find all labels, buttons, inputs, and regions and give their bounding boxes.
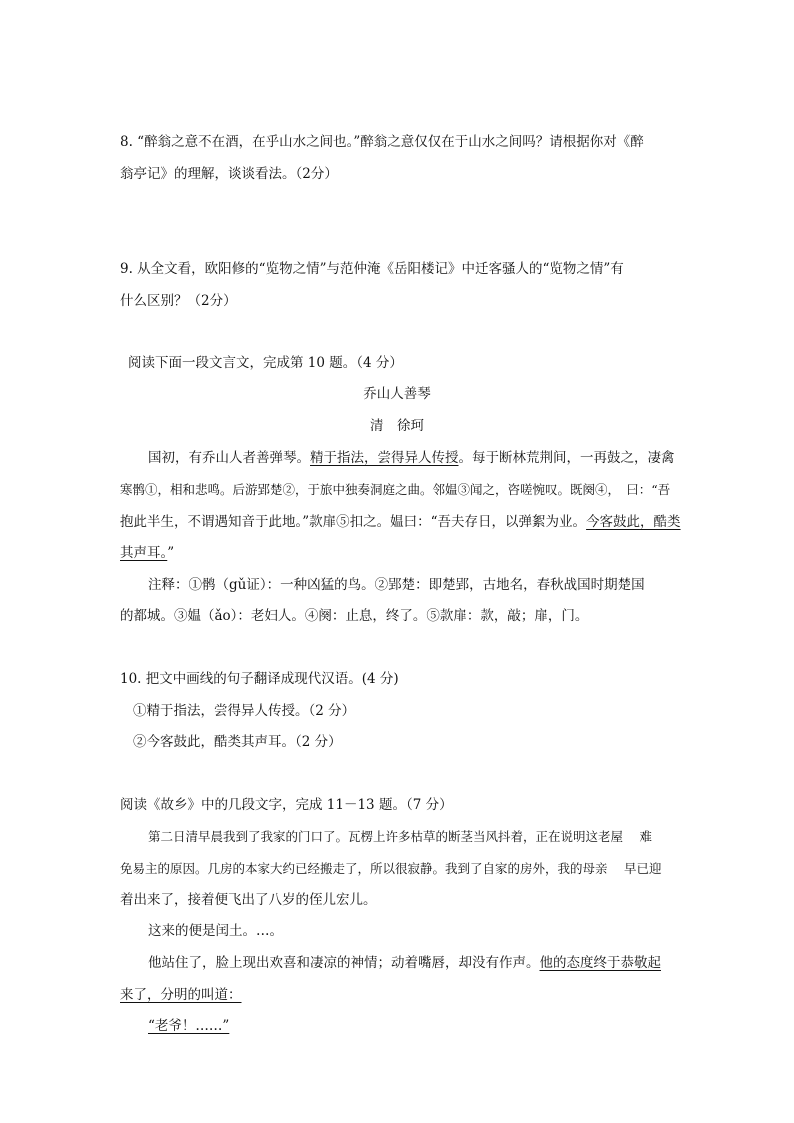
q8-line-1: 8. “醉翁之意不在酒，在乎山水之间也。”醉翁之意仅仅在于山水之间吗？请根据你对《醉 [120,134,644,150]
q10-stem: 10. 把文中画线的句子翻译成现代汉语。(4 分) [120,671,399,687]
q9-line-2: 什么区别？（2分） [120,293,237,309]
passage-line-4 [120,544,174,562]
excerpt-line-5 [148,954,661,972]
annotation-line-2: 的都城。③媪（ǎo）：老妇人。④阕：止息，终了。⑤款扉：款，敲；扉，门。 [120,608,589,624]
passage-text: 抱此半生，不谓遇知音于此地。”款扉⑤扣之。媪曰：“吾夫存日，以弹絮为业。 [120,514,587,530]
underlined-sentence-1: 精于指法，尝得异人传授 [310,450,459,466]
excerpt-line-1: 第二日清早晨我到了我家的门口了。瓦楞上许多枯草的断茎当风抖着，正在说明这老屋 难 [148,829,652,844]
excerpt-line-2: 免易主的原因。几房的本家大约已经搬走了，所以很寂静。我到了自家的房外，我的母亲 早已迎 [120,861,662,876]
underlined-sentence-2-start: 今客鼓此，酷类 [586,514,681,530]
passage-line-3 [120,513,681,531]
excerpt-line-6 [120,986,242,1004]
q10-item-2: ②今客鼓此，酷类其声耳。（2 分） [133,734,342,750]
underlined-sentence-2-end: 其声耳。 [120,545,168,561]
q9-line-1: 9. 从全文看，欧阳修的“览物之情”与范仲淹《岳阳楼记》中迁客骚人的“览物之情”有 [120,261,624,277]
q10-item-1: ①精于指法，尝得异人传授。（2 分） [133,703,356,719]
excerpt-line-4: 这来的便是闰土。…。 [148,923,283,939]
passage-line-2: 寒鹘①，相和悲鸣。后游郢楚②，于旅中独奏洞庭之曲。邻媪③闻之，咨嗟惋叹。既阕④， 曰：“吾 [120,482,671,497]
passage-text: ” [167,545,175,561]
underlined-excerpt-end: “老爷！……” [148,1018,230,1034]
passage-author: 清 徐珂 [370,418,424,434]
passage-text: 。每于断林荒荆间，一再鼓之，凄禽 [458,450,675,466]
underlined-excerpt-start: 他的态度终于恭敬起 [539,955,661,971]
passage-title: 乔山人善琴 [363,386,431,402]
annotation-line-1: 注释：①鹘（gǔ证）：一种凶猛的鸟。②郢楚：即楚郢，古地名，春秋战国时期楚国 [148,577,645,593]
excerpt-line-7 [148,1017,229,1035]
reading2-intro: 阅读《故乡》中的几段文字，完成 11－13 题。（7 分） [120,797,453,813]
underlined-excerpt-middle: 来了，分明的叫道： [120,987,242,1003]
excerpt-text: 他站住了，脸上现出欢喜和凄凉的神情；动着嘴唇，却没有作声。 [148,955,540,971]
q8-line-2: 翁亭记》的理解，谈谈看法。（2分） [120,166,338,182]
reading1-intro: 阅读下面一段文言文，完成第 10 题。（4 分） [128,355,403,371]
passage-line-1 [148,449,675,467]
excerpt-line-3: 着出来了，接着便飞出了八岁的侄儿宏儿。 [120,892,377,908]
passage-text: 国初，有乔山人者善弹琴。 [148,450,310,466]
